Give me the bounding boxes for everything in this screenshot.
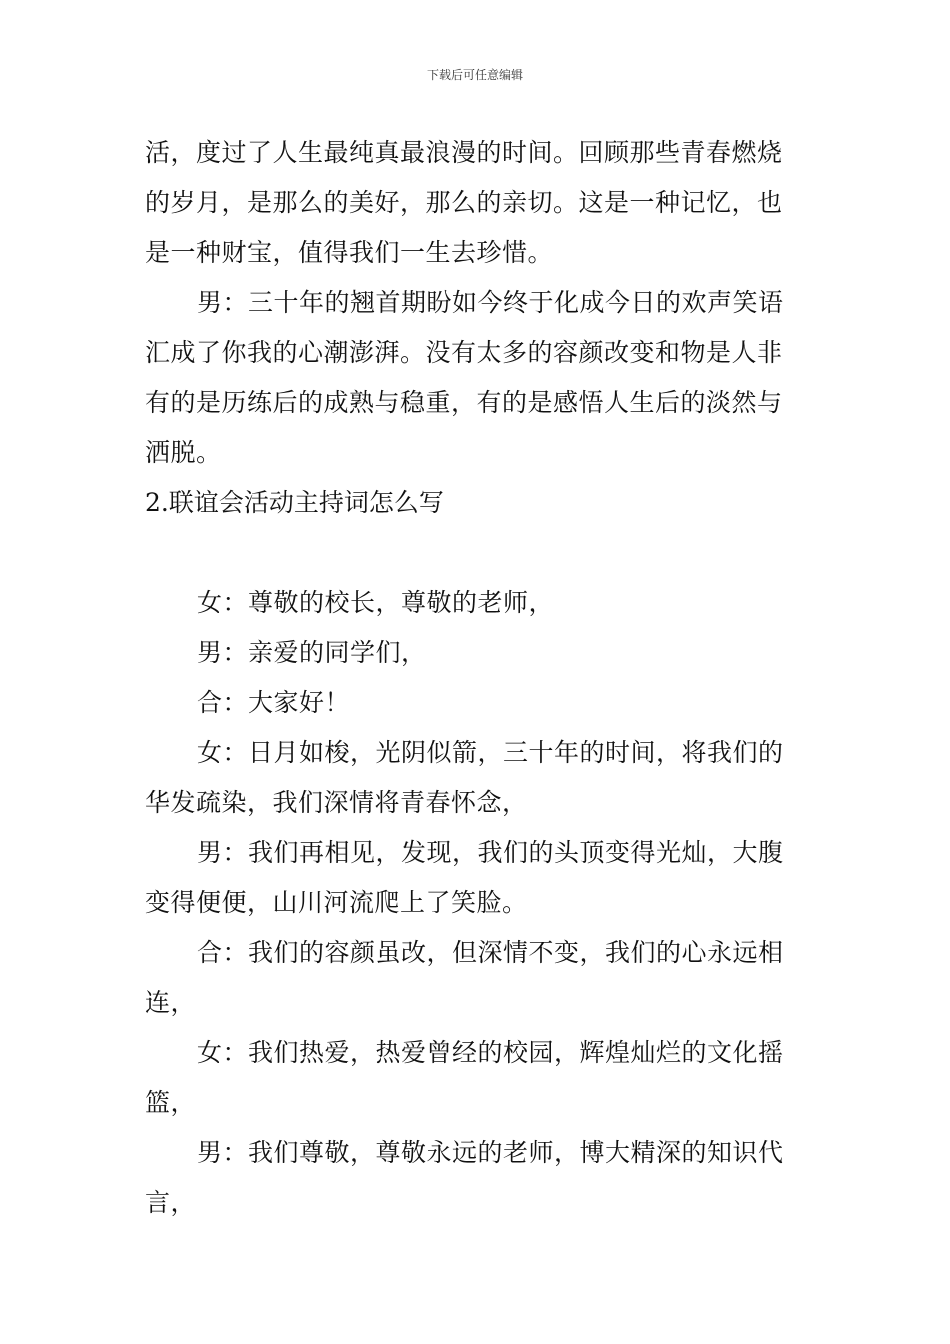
text-line: 合：我们的容颜虽改，但深情不变，我们的心永远相 (197, 938, 784, 967)
paragraph-2 (145, 278, 807, 478)
text-line: 合：大家好！ (197, 688, 351, 717)
text-line: 华发疏染，我们深情将青春怀念， (145, 788, 528, 817)
text-line: 变得便便，山川河流爬上了笑脸。 (145, 888, 528, 917)
text-line: 言， (145, 1188, 197, 1217)
text-line: 篮， (145, 1088, 197, 1117)
text-line: 男：三十年的翘首期盼如今终于化成今日的欢声笑语 (197, 288, 784, 317)
paragraph-7 (145, 828, 807, 928)
paragraph-6 (145, 728, 807, 828)
paragraph-1 (145, 128, 807, 278)
section-heading: 2.联谊会活动主持词怎么写 (145, 488, 444, 517)
paragraph-4 (145, 628, 807, 678)
text-line: 女：我们热爱，热爱曾经的校园，辉煌灿烂的文化摇 (197, 1038, 784, 1067)
text-line: 活，度过了人生最纯真最浪漫的时间。回顾那些青春燃烧 (145, 138, 783, 167)
text-line: 洒脱。 (145, 438, 222, 467)
text-line: 女：日月如梭，光阴似箭，三十年的时间，将我们的 (197, 738, 784, 767)
text-line: 连， (145, 988, 197, 1017)
paragraph-10 (145, 1128, 807, 1228)
paragraph-9 (145, 1028, 807, 1128)
page-header-note: 下载后可任意编辑 (426, 68, 523, 82)
text-line: 男：亲爱的同学们， (197, 638, 427, 667)
text-line: 男：我们尊敬，尊敬永远的老师，博大精深的知识代 (197, 1138, 784, 1167)
text-line: 是一种财宝，值得我们一生去珍惜。 (145, 238, 554, 267)
document-body (145, 128, 807, 1228)
paragraph-8 (145, 928, 807, 1028)
text-line: 汇成了你我的心潮澎湃。没有太多的容颜改变和物是人非 (145, 338, 783, 367)
text-line: 男：我们再相见，发现，我们的头顶变得光灿，大腹 (197, 838, 784, 867)
text-line: 的岁月，是那么的美好，那么的亲切。这是一种记忆，也 (145, 188, 783, 217)
text-line: 有的是历练后的成熟与稳重，有的是感悟人生后的淡然与 (145, 388, 783, 417)
paragraph-3 (145, 578, 807, 628)
blank-line (145, 528, 807, 578)
text-line: 女：尊敬的校长，尊敬的老师， (197, 588, 555, 617)
paragraph-5 (145, 678, 807, 728)
